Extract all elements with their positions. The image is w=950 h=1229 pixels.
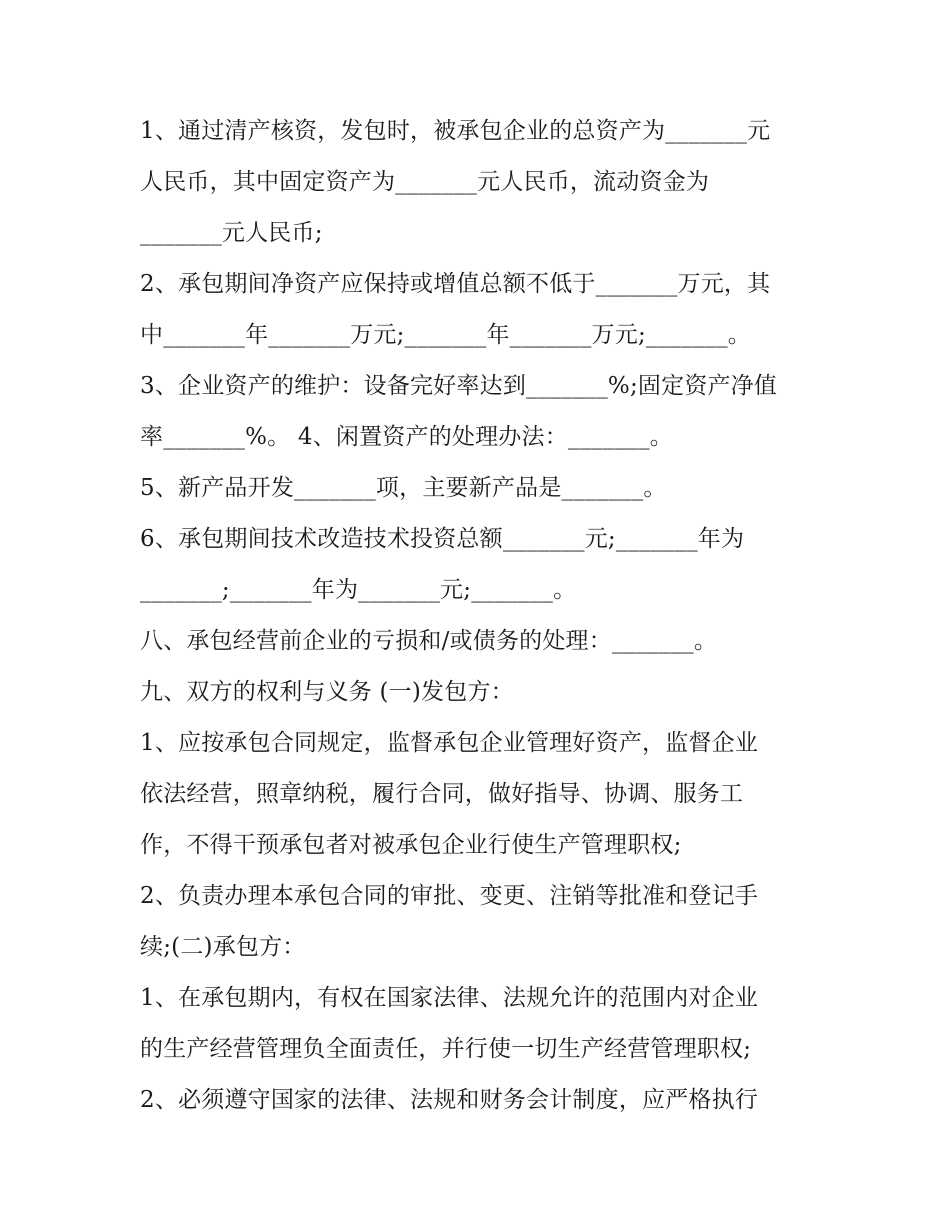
text-line: 1、通过清产核资，发包时，被承包企业的总资产为_______元 xyxy=(140,118,771,144)
text-line: 的生产经营管理负全面责任，并行使一切生产经营管理职权; xyxy=(140,1036,752,1062)
document-body xyxy=(140,106,815,1126)
text-line: 作，不得干预承包者对被承包企业行使生产管理职权; xyxy=(140,832,682,858)
text-line: 率_______%。 4、闲置资产的处理办法：_______。 xyxy=(140,424,673,450)
text-line: 1、在承包期内，有权在国家法律、法规允许的范围内对企业 xyxy=(140,985,759,1011)
text-line: 依法经营，照章纳税，履行合同，做好指导、协调、服务工 xyxy=(140,781,744,807)
text-line: 3、企业资产的维护：设备完好率达到_______%;固定资产净值 xyxy=(140,373,778,399)
text-line: 人民币，其中固定资产为_______元人民币，流动资金为 xyxy=(140,169,710,195)
text-line: 2、负责办理本承包合同的审批、变更、注销等批准和登记手 xyxy=(140,883,759,909)
text-line: _______元人民币; xyxy=(140,220,323,246)
text-line: 八、承包经营前企业的亏损和/或债务的处理：_______。 xyxy=(140,628,718,654)
text-line: 2、承包期间净资产应保持或增值总额不低于_______万元，其 xyxy=(140,271,771,297)
text-line: 续;(二)承包方： xyxy=(140,934,306,960)
text-line: 6、承包期间技术改造技术投资总额_______元;_______年为 xyxy=(140,526,745,552)
text-line: 1、应按承包合同规定，监督承包企业管理好资产，监督企业 xyxy=(140,730,759,756)
text-line: 2、必须遵守国家的法律、法规和财务会计制度，应严格执行 xyxy=(140,1087,759,1113)
text-line: 中_______年_______万元;_______年_______万元;_______。 xyxy=(140,322,751,348)
text-line: _______;_______年为_______元;_______。 xyxy=(140,577,577,603)
text-line: 九、双方的权利与义务 (一)发包方： xyxy=(140,679,514,705)
text-line: 5、新产品开发_______项，主要新产品是_______。 xyxy=(140,475,667,501)
